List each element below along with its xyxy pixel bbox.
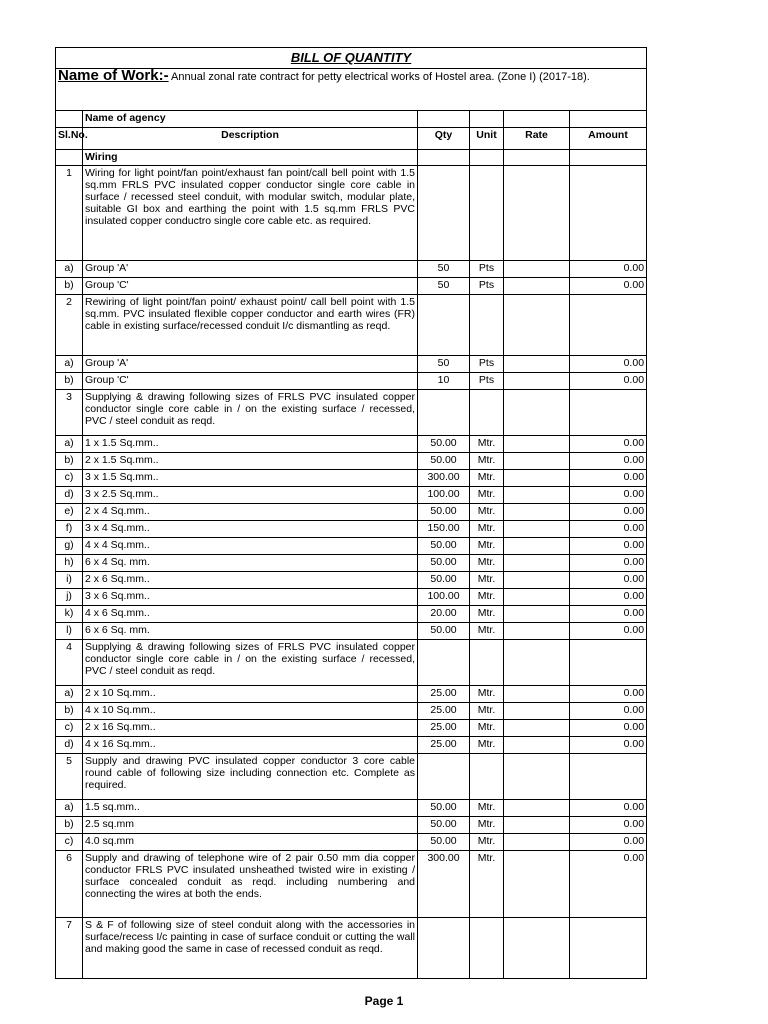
table-row — [56, 686, 647, 703]
table-row — [56, 589, 647, 606]
item-slno: l) — [56, 623, 83, 640]
item-slno: d) — [56, 737, 83, 754]
table-row — [56, 150, 647, 166]
item-unit: Pts — [470, 261, 504, 278]
table-row — [56, 800, 647, 817]
item-rate — [504, 470, 570, 487]
item-amount: 0.00 — [570, 521, 647, 538]
item-description: 4 x 4 Sq.mm.. — [83, 538, 418, 555]
table-row — [56, 470, 647, 487]
item-rate — [504, 623, 570, 640]
item-slno: k) — [56, 606, 83, 623]
item-amount: 0.00 — [570, 487, 647, 504]
header-qty: Qty — [418, 128, 470, 150]
table-row — [56, 521, 647, 538]
item-amount — [570, 150, 647, 166]
item-description: 2 x 10 Sq.mm.. — [83, 686, 418, 703]
item-amount: 0.00 — [570, 470, 647, 487]
item-description: Group 'C' — [83, 373, 418, 390]
item-rate — [504, 851, 570, 918]
item-slno: 5 — [56, 754, 83, 800]
item-unit — [470, 166, 504, 261]
item-rate — [504, 572, 570, 589]
item-unit: Mtr. — [470, 453, 504, 470]
item-description: 3 x 6 Sq.mm.. — [83, 589, 418, 606]
item-amount: 0.00 — [570, 261, 647, 278]
table-row — [56, 504, 647, 521]
item-unit: Mtr. — [470, 817, 504, 834]
item-slno: 6 — [56, 851, 83, 918]
item-rate — [504, 686, 570, 703]
item-description: Supply and drawing of telephone wire of 2 pair 0.50 mm dia copper conductor FRLS PVC insulated unsheathed twisted wire in existing / surface concealed conduit as reqd. including numbering and connecting the wires at both the ends. — [83, 851, 418, 918]
item-rate — [504, 800, 570, 817]
item-qty: 50 — [418, 278, 470, 295]
table-row — [56, 453, 647, 470]
table-row — [56, 538, 647, 555]
item-unit: Mtr. — [470, 720, 504, 737]
item-description: 2 x 6 Sq.mm.. — [83, 572, 418, 589]
table-row — [56, 640, 647, 686]
header-slno: Sl.No. — [56, 128, 83, 150]
item-rate — [504, 606, 570, 623]
item-slno — [56, 150, 83, 166]
item-qty: 50.00 — [418, 504, 470, 521]
item-amount: 0.00 — [570, 851, 647, 918]
item-description: Supplying & drawing following sizes of FRLS PVC insulated copper conductor single core cable in / on the existing surface / recessed, PVC / steel conduit as reqd. — [83, 390, 418, 436]
item-slno: 1 — [56, 166, 83, 261]
item-qty: 50.00 — [418, 453, 470, 470]
item-rate — [504, 538, 570, 555]
table-row — [56, 720, 647, 737]
table-row — [56, 487, 647, 504]
item-description: 2 x 16 Sq.mm.. — [83, 720, 418, 737]
table-row — [56, 754, 647, 800]
item-slno: c) — [56, 834, 83, 851]
item-qty: 50.00 — [418, 538, 470, 555]
item-qty — [418, 390, 470, 436]
agency-slno-blank — [56, 111, 83, 128]
item-amount — [570, 640, 647, 686]
item-description: 3 x 4 Sq.mm.. — [83, 521, 418, 538]
item-qty: 25.00 — [418, 720, 470, 737]
item-rate — [504, 436, 570, 453]
item-description: Wiring for light point/fan point/exhaust fan point/call bell point with 1.5 sq.mm FRLS PVC insulated copper conductor single core cable in surface / recessed steel conduit, with modular switch, modular plate, suitable GI box and earthing the point with 1.5 sq.mm FRLS PVC insulated copper conductro single core cable etc. as required. — [83, 166, 418, 261]
item-unit — [470, 390, 504, 436]
item-unit: Pts — [470, 278, 504, 295]
item-rate — [504, 834, 570, 851]
item-description: 6 x 4 Sq. mm. — [83, 555, 418, 572]
item-amount — [570, 918, 647, 979]
item-amount: 0.00 — [570, 623, 647, 640]
item-description: 4.0 sq.mm — [83, 834, 418, 851]
item-slno: 4 — [56, 640, 83, 686]
item-rate — [504, 487, 570, 504]
table-row — [56, 737, 647, 754]
item-rate — [504, 754, 570, 800]
item-slno: 2 — [56, 295, 83, 356]
item-slno: h) — [56, 555, 83, 572]
table-row — [56, 703, 647, 720]
item-slno: e) — [56, 504, 83, 521]
item-amount: 0.00 — [570, 817, 647, 834]
table-row — [56, 851, 647, 918]
table-row — [56, 555, 647, 572]
item-slno: a) — [56, 356, 83, 373]
item-rate — [504, 166, 570, 261]
item-qty — [418, 640, 470, 686]
item-qty — [418, 166, 470, 261]
item-description: 4 x 6 Sq.mm.. — [83, 606, 418, 623]
item-qty: 50.00 — [418, 572, 470, 589]
item-qty: 300.00 — [418, 851, 470, 918]
item-rate — [504, 261, 570, 278]
item-rate — [504, 918, 570, 979]
item-description: 1.5 sq.mm.. — [83, 800, 418, 817]
item-amount: 0.00 — [570, 373, 647, 390]
item-slno: b) — [56, 453, 83, 470]
item-qty: 50.00 — [418, 623, 470, 640]
item-rate — [504, 356, 570, 373]
bill-of-quantity-sheet — [55, 47, 646, 979]
page-number: Page 1 — [364, 994, 404, 1008]
item-unit: Pts — [470, 356, 504, 373]
boq-table — [55, 47, 647, 979]
item-unit: Mtr. — [470, 572, 504, 589]
item-slno: a) — [56, 436, 83, 453]
item-unit: Mtr. — [470, 834, 504, 851]
item-unit — [470, 754, 504, 800]
item-rate — [504, 278, 570, 295]
item-slno: a) — [56, 800, 83, 817]
item-rate — [504, 589, 570, 606]
table-row — [56, 295, 647, 356]
item-amount: 0.00 — [570, 800, 647, 817]
item-amount: 0.00 — [570, 686, 647, 703]
name-of-work-label: Name of Work:- — [58, 67, 169, 84]
item-amount: 0.00 — [570, 555, 647, 572]
item-slno: a) — [56, 261, 83, 278]
item-description: 4 x 16 Sq.mm.. — [83, 737, 418, 754]
item-amount — [570, 390, 647, 436]
item-unit: Mtr. — [470, 504, 504, 521]
item-unit: Mtr. — [470, 487, 504, 504]
item-description: 1 x 1.5 Sq.mm.. — [83, 436, 418, 453]
item-slno: b) — [56, 373, 83, 390]
table-row — [56, 166, 647, 261]
item-slno: g) — [56, 538, 83, 555]
item-amount: 0.00 — [570, 436, 647, 453]
item-unit — [470, 918, 504, 979]
agency-label: Name of agency — [83, 111, 418, 128]
item-description: 6 x 6 Sq. mm. — [83, 623, 418, 640]
table-row — [56, 436, 647, 453]
item-slno: a) — [56, 686, 83, 703]
item-qty: 150.00 — [418, 521, 470, 538]
column-header-row — [56, 128, 647, 150]
table-row — [56, 606, 647, 623]
item-rate — [504, 390, 570, 436]
item-slno: i) — [56, 572, 83, 589]
item-amount — [570, 295, 647, 356]
header-rate: Rate — [504, 128, 570, 150]
table-row — [56, 817, 647, 834]
item-unit: Mtr. — [470, 703, 504, 720]
table-row — [56, 834, 647, 851]
table-row — [56, 390, 647, 436]
item-unit: Mtr. — [470, 606, 504, 623]
item-rate — [504, 703, 570, 720]
item-amount: 0.00 — [570, 453, 647, 470]
item-qty: 50 — [418, 261, 470, 278]
name-of-work-text: Annual zonal rate contract for petty electrical works of Hostel area. (Zone I) (2017-18). — [168, 71, 590, 83]
header-amount: Amount — [570, 128, 647, 150]
header-description: Description — [83, 128, 418, 150]
item-description: Wiring — [83, 150, 418, 166]
item-description: 3 x 2.5 Sq.mm.. — [83, 487, 418, 504]
item-amount: 0.00 — [570, 356, 647, 373]
item-amount: 0.00 — [570, 538, 647, 555]
item-unit: Mtr. — [470, 851, 504, 918]
item-unit: Mtr. — [470, 470, 504, 487]
document-title: BILL OF QUANTITY — [56, 48, 647, 69]
item-rate — [504, 453, 570, 470]
item-unit: Mtr. — [470, 436, 504, 453]
item-description: Group 'C' — [83, 278, 418, 295]
item-qty: 25.00 — [418, 686, 470, 703]
item-description: 4 x 10 Sq.mm.. — [83, 703, 418, 720]
item-amount: 0.00 — [570, 504, 647, 521]
table-row — [56, 373, 647, 390]
header-unit: Unit — [470, 128, 504, 150]
table-row — [56, 278, 647, 295]
item-qty: 25.00 — [418, 737, 470, 754]
table-row — [56, 918, 647, 979]
item-amount: 0.00 — [570, 703, 647, 720]
item-slno: j) — [56, 589, 83, 606]
item-description: Supply and drawing PVC insulated copper conductor 3 core cable round cable of following size including connection etc. Complete as required. — [83, 754, 418, 800]
item-qty: 300.00 — [418, 470, 470, 487]
item-description: 2 x 1.5 Sq.mm.. — [83, 453, 418, 470]
table-row — [56, 261, 647, 278]
item-amount: 0.00 — [570, 834, 647, 851]
item-slno: c) — [56, 470, 83, 487]
item-amount: 0.00 — [570, 572, 647, 589]
item-qty: 50.00 — [418, 800, 470, 817]
item-description: 3 x 1.5 Sq.mm.. — [83, 470, 418, 487]
item-amount: 0.00 — [570, 737, 647, 754]
item-qty: 10 — [418, 373, 470, 390]
item-qty — [418, 754, 470, 800]
item-rate — [504, 555, 570, 572]
item-rate — [504, 373, 570, 390]
item-qty — [418, 295, 470, 356]
item-description: Group 'A' — [83, 261, 418, 278]
item-unit — [470, 640, 504, 686]
item-description: Group 'A' — [83, 356, 418, 373]
item-unit: Mtr. — [470, 623, 504, 640]
item-qty: 100.00 — [418, 589, 470, 606]
item-slno: b) — [56, 703, 83, 720]
item-slno: f) — [56, 521, 83, 538]
item-description: 2 x 4 Sq.mm.. — [83, 504, 418, 521]
item-slno: c) — [56, 720, 83, 737]
item-slno: 3 — [56, 390, 83, 436]
item-rate — [504, 150, 570, 166]
item-unit: Mtr. — [470, 737, 504, 754]
item-description: 2.5 sq.mm — [83, 817, 418, 834]
table-row — [56, 356, 647, 373]
item-qty: 25.00 — [418, 703, 470, 720]
item-description: Supplying & drawing following sizes of FRLS PVC insulated copper conductor single core cable in / on the existing surface / recessed, PVC / steel conduit as reqd. — [83, 640, 418, 686]
item-qty: 50.00 — [418, 834, 470, 851]
item-qty: 50.00 — [418, 436, 470, 453]
item-amount: 0.00 — [570, 606, 647, 623]
item-unit: Mtr. — [470, 686, 504, 703]
item-slno: 7 — [56, 918, 83, 979]
item-rate — [504, 737, 570, 754]
item-rate — [504, 817, 570, 834]
table-row — [56, 623, 647, 640]
item-qty: 20.00 — [418, 606, 470, 623]
table-row — [56, 572, 647, 589]
item-slno: d) — [56, 487, 83, 504]
item-amount — [570, 166, 647, 261]
name-of-work-cell — [56, 69, 647, 111]
item-unit — [470, 295, 504, 356]
item-unit: Mtr. — [470, 521, 504, 538]
item-qty — [418, 918, 470, 979]
item-rate — [504, 720, 570, 737]
item-slno: b) — [56, 278, 83, 295]
item-amount: 0.00 — [570, 589, 647, 606]
item-qty: 100.00 — [418, 487, 470, 504]
item-rate — [504, 504, 570, 521]
item-unit: Mtr. — [470, 555, 504, 572]
item-amount: 0.00 — [570, 720, 647, 737]
item-slno: b) — [56, 817, 83, 834]
item-unit: Mtr. — [470, 800, 504, 817]
item-unit: Pts — [470, 373, 504, 390]
item-amount — [570, 754, 647, 800]
item-description: Rewiring of light point/fan point/ exhaust point/ call bell point with 1.5 sq.mm. PVC insulated flexible copper conductor and earth wires (FR) cable in existing surface/recessed conduit I/c dismantling as reqd. — [83, 295, 418, 356]
item-qty: 50.00 — [418, 817, 470, 834]
item-qty: 50 — [418, 356, 470, 373]
item-rate — [504, 295, 570, 356]
item-unit: Mtr. — [470, 538, 504, 555]
item-qty: 50.00 — [418, 555, 470, 572]
item-unit: Mtr. — [470, 589, 504, 606]
item-description: S & F of following size of steel conduit along with the accessories in surface/recess I/c painting in case of surface conduit or cutting the wall and making good the same in case of recessed conduit as reqd. — [83, 918, 418, 979]
item-qty — [418, 150, 470, 166]
item-unit — [470, 150, 504, 166]
item-rate — [504, 640, 570, 686]
item-rate — [504, 521, 570, 538]
item-amount: 0.00 — [570, 278, 647, 295]
